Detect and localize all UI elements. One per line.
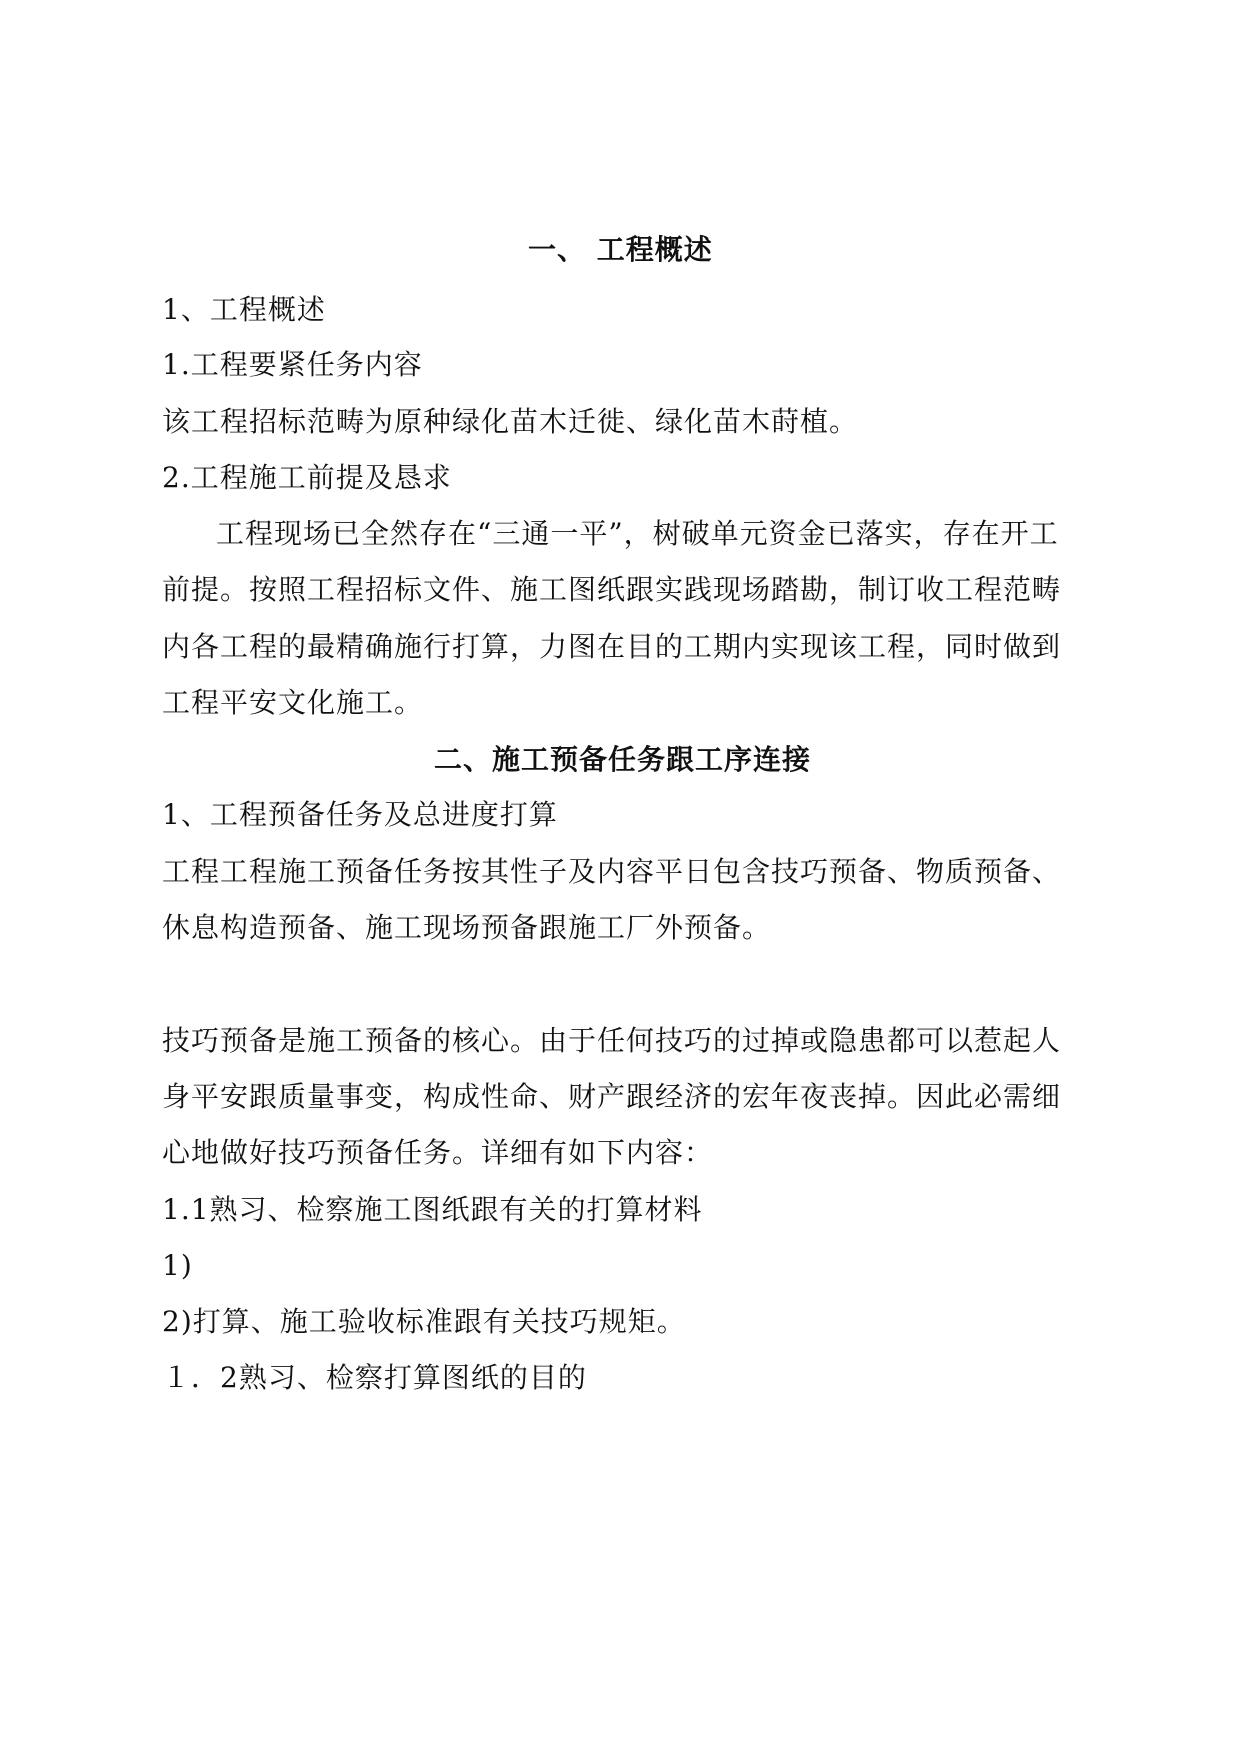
s2-para-1-line-2: 休息构造预备、施工现场预备跟施工厂外预备。	[162, 911, 772, 944]
item-1-title: 1.工程要紧任务内容	[162, 348, 423, 381]
item-2-para-line-2: 前提。按照工程招标文件、施工图纸跟实践现场踏勘，制订收工程范畴	[162, 573, 1062, 606]
item-2-title: 2.工程施工前提及恳求	[162, 461, 452, 494]
section-2-title: 二、施工预备任务跟工序连接	[434, 743, 812, 776]
s2-para-1-line-1: 工程工程施工预备任务按其性子及内容平日包含技巧预备、物质预备、	[162, 855, 1062, 888]
s2-para-2-line-1: 技巧预备是施工预备的核心。由于任何技巧的过掉或隐患都可以惹起人	[162, 1024, 1062, 1057]
list-item-1: 1)	[162, 1249, 193, 1282]
item-1-text: 该工程招标范畴为原种绿化苗木迁徙、绿化苗木莳植。	[162, 405, 859, 438]
s2-para-2-line-2: 身平安跟质量事变，构成性命、财产跟经济的宏年夜丧掉。因此必需细	[162, 1080, 1062, 1113]
item-1-2-title: １．2熟习、检察打算图纸的目的	[162, 1361, 587, 1394]
item-2-para-line-3: 内各工程的最精确施行打算，力图在目的工期内实现该工程，同时做到	[162, 630, 1062, 663]
section-2-subheading: 1、工程预备任务及总进度打算	[162, 798, 558, 831]
section-1-subheading: 1、工程概述	[162, 293, 326, 326]
item-2-para-line-1: 工程现场已全然存在“三通一平”，树破单元资金已落实，存在开工	[216, 517, 1059, 550]
item-2-para-line-4: 工程平安文化施工。	[162, 686, 424, 719]
s2-para-2-line-3: 心地做好技巧预备任务。详细有如下内容：	[162, 1136, 714, 1169]
list-item-2: 2)打算、施工验收标准跟有关技巧规矩。	[162, 1305, 686, 1338]
item-1-1-title: 1.1熟习、检察施工图纸跟有关的打算材料	[162, 1193, 703, 1226]
section-1-title: 一、 工程概述	[528, 233, 713, 266]
